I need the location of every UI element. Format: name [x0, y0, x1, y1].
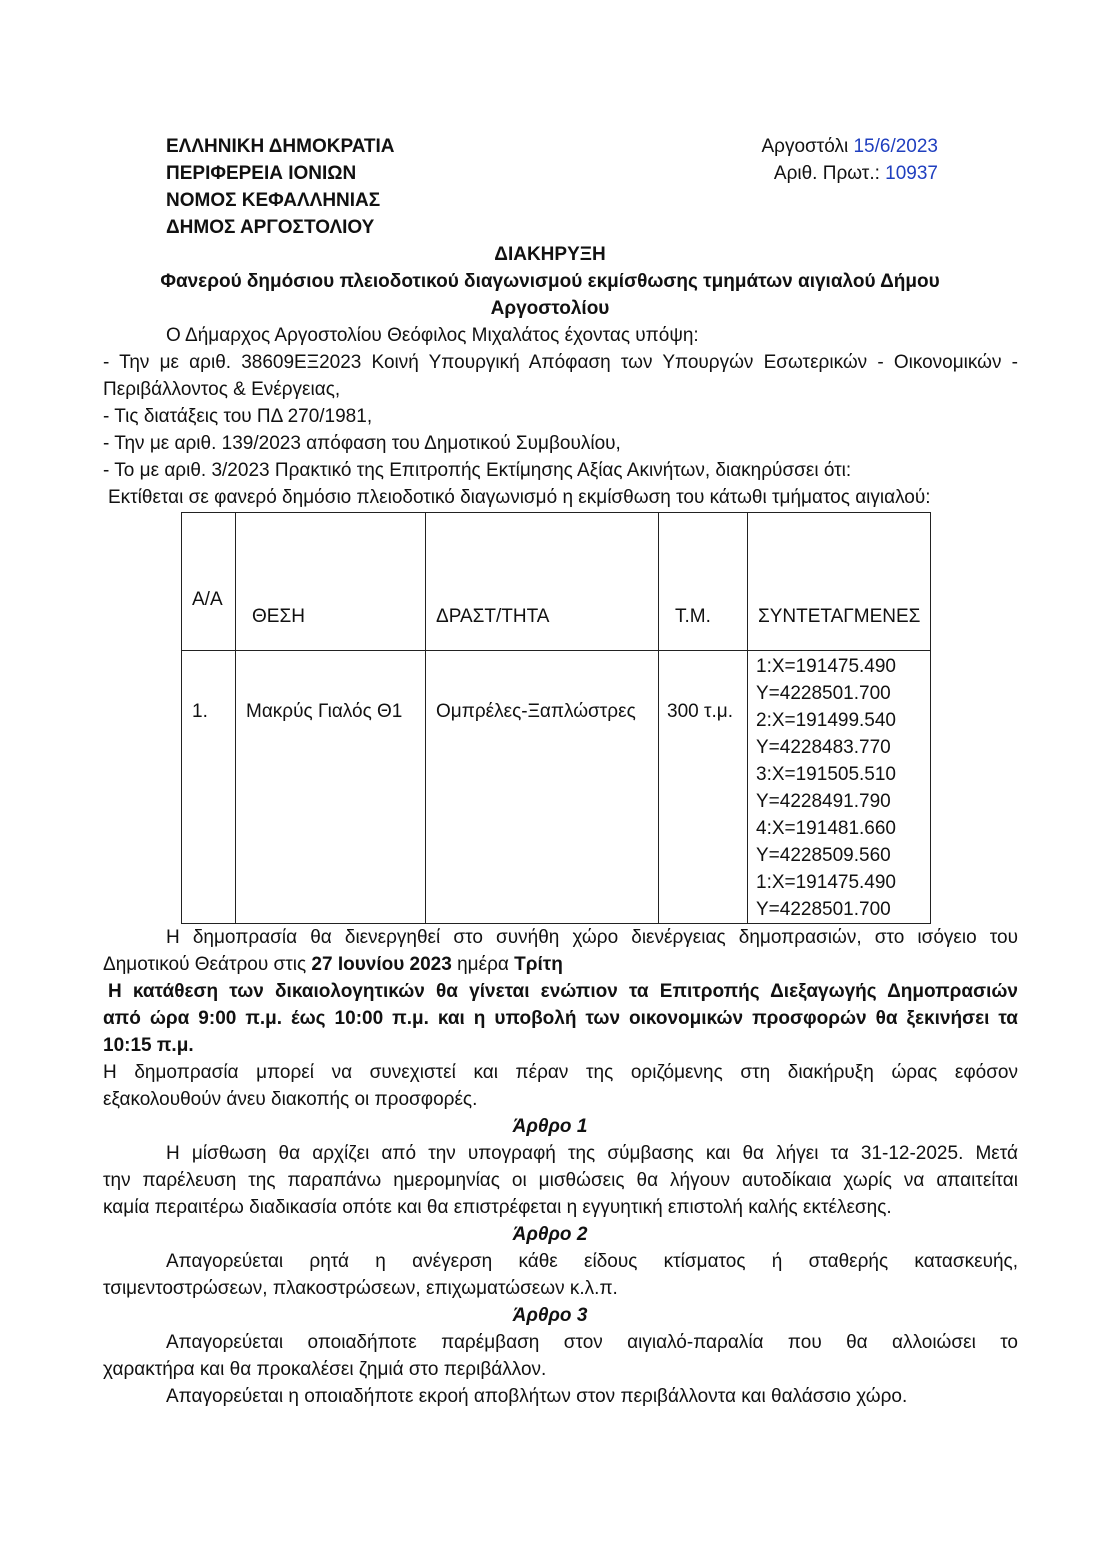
- article-3-title: Άρθρο 3: [512, 1305, 588, 1326]
- header-line-1: ΕΛΛΗΝΙΚΗ ΔΗΜΟΚΡΑΤΙΑ: [166, 136, 395, 157]
- document-date: 15/6/2023: [853, 136, 938, 157]
- header-aa: Α/Α: [182, 513, 236, 651]
- header-line-4: ΔΗΜΟΣ ΑΡΓΟΣΤΟΛΙΟΥ: [166, 217, 375, 238]
- article-1-line-1: Η μίσθωση θα αρχίζει από την υπογραφή της σύμβασης και θα λήγει τα 31-12-2025. Μετά: [166, 1143, 1018, 1164]
- document-title: ΔΙΑΚΗΡΥΞΗ: [494, 244, 606, 265]
- cell-thesi: Μακρύς Γιαλός Θ1: [236, 651, 426, 924]
- protocol-label: Αριθ. Πρωτ.:: [773, 163, 880, 184]
- coord-line: Υ=4228491.790: [756, 791, 891, 812]
- coord-line: 1:Χ=191475.490: [756, 872, 896, 893]
- header-line-2: ΠΕΡΙΦΕΡΕΙΑ ΙΟΝΙΩΝ: [166, 163, 357, 184]
- coord-line: Υ=4228509.560: [756, 845, 891, 866]
- cell-tm: 300 τ.μ.: [659, 651, 748, 924]
- article-3-line-3: Απαγορεύεται η οποιαδήποτε εκροή αποβλήτων στον περιβάλλοντα και θαλάσσιο χώρο.: [166, 1386, 908, 1407]
- article-3-line-1: Απαγορεύεται οποιαδήποτε παρέμβαση στον αιγιαλό-παραλία που θα αλλοιώσει το: [166, 1332, 1018, 1353]
- header-date-line: [761, 136, 938, 158]
- intro-line-7: Εκτίθεται σε φανερό δημόσιο πλειοδοτικό διαγωνισμό η εκμίσθωση του κάτωθι τμήματος αιγιαλού:: [108, 487, 931, 508]
- intro-line-4: - Τις διατάξεις του ΠΔ 270/1981,: [103, 406, 373, 427]
- header-line-3: ΝΟΜΟΣ ΚΕΦΑΛΛΗΝΙΑΣ: [166, 190, 381, 211]
- submission-line-3: 10:15 π.μ.: [103, 1035, 194, 1056]
- intro-line-5: - Την με αριθ. 139/2023 απόφαση του Δημοτικού Συμβουλίου,: [103, 433, 621, 454]
- protocol-number: 10937: [885, 163, 938, 184]
- article-1-title: Άρθρο 1: [512, 1116, 588, 1137]
- coord-line: 4:Χ=191481.660: [756, 818, 896, 839]
- coord-line: Υ=4228501.700: [756, 899, 891, 920]
- coord-line: 2:Χ=191499.540: [756, 710, 896, 731]
- continuation-line-1: Η δημοπρασία μπορεί να συνεχιστεί και πέραν της οριζόμενης στη διακήρυξη ώρας εφόσον: [103, 1062, 1018, 1083]
- auction-day: Τρίτη: [514, 954, 563, 975]
- header-protocol-line: [774, 163, 938, 185]
- document-subtitle-1: Φανερού δημόσιου πλειοδοτικού διαγωνισμού εκμίσθωσης τμημάτων αιγιαλού Δήμου: [160, 271, 940, 292]
- intro-line-3: Περιβάλλοντος & Ενέργειας,: [103, 379, 341, 400]
- auction-line-1: Η δημοπρασία θα διενεργηθεί στο συνήθη χώρο διενέργειας δημοπρασιών, στο ισόγειο του: [166, 927, 1018, 948]
- coord-line: Υ=4228483.770: [756, 737, 891, 758]
- auction-text: Δημοτικού Θεάτρου στις: [103, 954, 312, 975]
- header-tm: Τ.Μ.: [659, 513, 748, 651]
- cell-drast: Ομπρέλες-Ξαπλώστρες: [426, 651, 659, 924]
- header-thesi: ΘΕΣΗ: [236, 513, 426, 651]
- auction-table: [181, 512, 931, 924]
- coord-line: 1:Χ=191475.490: [756, 656, 896, 677]
- auction-line-2: [103, 954, 563, 976]
- coord-line: 3:Χ=191505.510: [756, 764, 896, 785]
- continuation-line-2: εξακολουθούν άνευ διακοπής οι προσφορές.: [103, 1089, 478, 1110]
- auction-date: 27 Ιουνίου 2023: [311, 954, 452, 975]
- intro-line-6: - Το με αριθ. 3/2023 Πρακτικό της Επιτροπής Εκτίμησης Αξίας Ακινήτων, διακηρύσσει ότι:: [103, 460, 852, 481]
- table-row: [182, 651, 931, 924]
- auction-text: ημέρα: [451, 954, 515, 975]
- place-label: Αργοστόλι: [761, 136, 849, 157]
- submission-line-2: από ώρα 9:00 π.μ. έως 10:00 π.μ. και η υποβολή των οικονομικών προσφορών θα ξεκινήσει τα: [103, 1008, 1018, 1029]
- article-2-title: Άρθρο 2: [512, 1224, 588, 1245]
- cell-aa: 1.: [182, 651, 236, 924]
- article-1-line-2: την παρέλευση της παραπάνω ημερομηνίας οι μισθώσεις θα λήγουν αυτοδίκαια χωρίς να απαιτείται: [103, 1170, 1018, 1191]
- submission-line-1: Η κατάθεση των δικαιολογητικών θα γίνεται ενώπιον τα Επιτροπής Διεξαγωγής Δημοπρασιών: [108, 981, 1018, 1002]
- intro-line-1: Ο Δήμαρχος Αργοστολίου Θεόφιλος Μιχαλάτος έχοντας υπόψη:: [166, 325, 699, 346]
- cell-coords: [748, 651, 931, 924]
- header-drast: ΔΡΑΣΤ/ΤΗΤΑ: [426, 513, 659, 651]
- table-header-row: [182, 513, 931, 651]
- document-subtitle-2: Αργοστολίου: [490, 298, 610, 319]
- intro-line-2: - Την με αριθ. 38609ΕΞ2023 Κοινή Υπουργική Απόφαση των Υπουργών Εσωτερικών - Οικονομικών -: [103, 352, 1018, 373]
- header-coords: ΣΥΝΤΕΤΑΓΜΕΝΕΣ: [748, 513, 931, 651]
- article-2-line-1: Απαγορεύεται ρητά η ανέγερση κάθε είδους κτίσματος ή σταθερής κατασκευής,: [166, 1251, 1018, 1272]
- article-1-line-3: καμία περαιτέρω διαδικασία οπότε και θα επιστρέφεται η εγγυητική επιστολή καλής εκτέλεσης.: [103, 1197, 892, 1218]
- article-3-line-2: χαρακτήρα και θα προκαλέσει ζημιά στο περιβάλλον.: [103, 1359, 547, 1380]
- article-2-line-2: τσιμεντοστρώσεων, πλακοστρώσεων, επιχωματώσεων κ.λ.π.: [103, 1278, 618, 1299]
- coord-line: Υ=4228501.700: [756, 683, 891, 704]
